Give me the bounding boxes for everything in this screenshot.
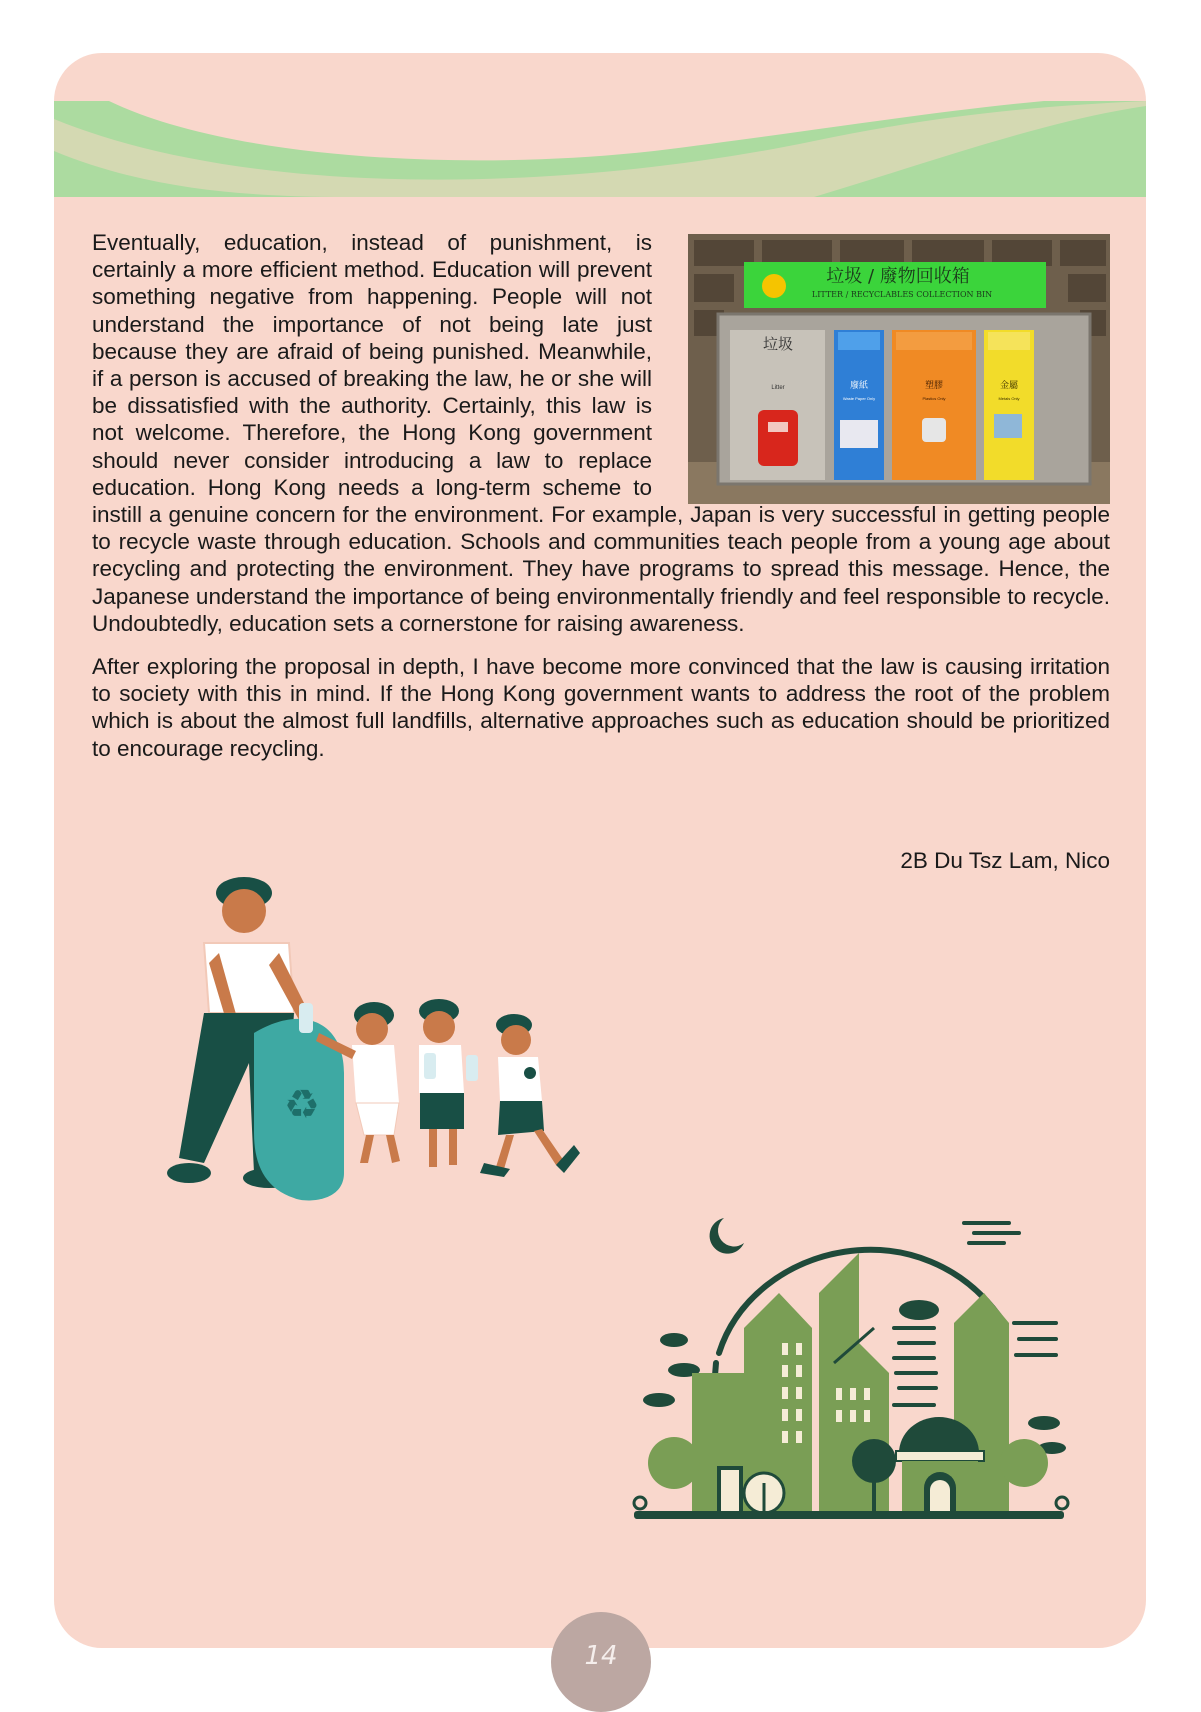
- photo-bin-plastic-label: Plastics Only: [922, 396, 946, 401]
- article-paragraph-1: Eventually, education, instead of punishment, is certainly a more efficient method. Education will prevent something negative from happening. People will not understand the importance of not being late just because they are afraid of being punished. Meanwhile, if a person is accused of breaking the law, he or she will be dissatisfied with the authority. Certainly, this law is not welcome. Therefore, the Hong Kong government should never consider introducing a law to replace education. Hong Kong needs a long-term scheme to instill a genuine concern for the environment. For example, Japan is very successful in getting people to recycle waste through education. Schools and communities teach people from a young age about recycling and protecting the environment. They have programs to spread this message. Hence, the Japanese understand the importance of being environmentally friendly and feel responsible to recycle. Undoubtedly, education sets a cornerstone for raising awareness.: [92, 230, 1110, 636]
- photo-bin-paper-label: Waste Paper Only: [842, 396, 876, 401]
- photo-bin-litter-label: Litter: [771, 385, 785, 391]
- photo-bin-metal-cn: 金屬: [999, 381, 1019, 391]
- photo-float-space: [652, 229, 1110, 499]
- green-city-illustration-icon: [624, 1213, 1146, 1593]
- photo-bin-paper-cn: 廢紙: [849, 381, 869, 391]
- photo-sign-cn: 垃圾 / 廢物回收箱: [826, 266, 970, 287]
- family-recycling-illustration-icon: [94, 873, 634, 1293]
- author-signature: 2B Du Tsz Lam, Nico: [900, 848, 1110, 873]
- article-paragraph-2: After exploring the proposal in depth, I have become more convinced that the law is causing irritation to society with this in mind. If the Hong Kong government wants to address the root of the problem which is about the almost full landfills, alternative approaches such as education should be prioritized to encourage recycling.: [92, 654, 1110, 761]
- page-number: 14: [551, 1612, 651, 1712]
- photo-bin-plastic-cn: 塑膠: [924, 381, 944, 391]
- svg-text:♻: ♻: [284, 1083, 320, 1127]
- article-body: [92, 229, 1110, 778]
- page-card: [54, 53, 1146, 1648]
- photo-sign-en: LITTER / RECYCLABLES COLLECTION BIN: [811, 290, 993, 299]
- photo-bin-litter-cn: 垃圾: [762, 335, 794, 353]
- photo-bin-metal-label: Metals Only: [998, 396, 1020, 401]
